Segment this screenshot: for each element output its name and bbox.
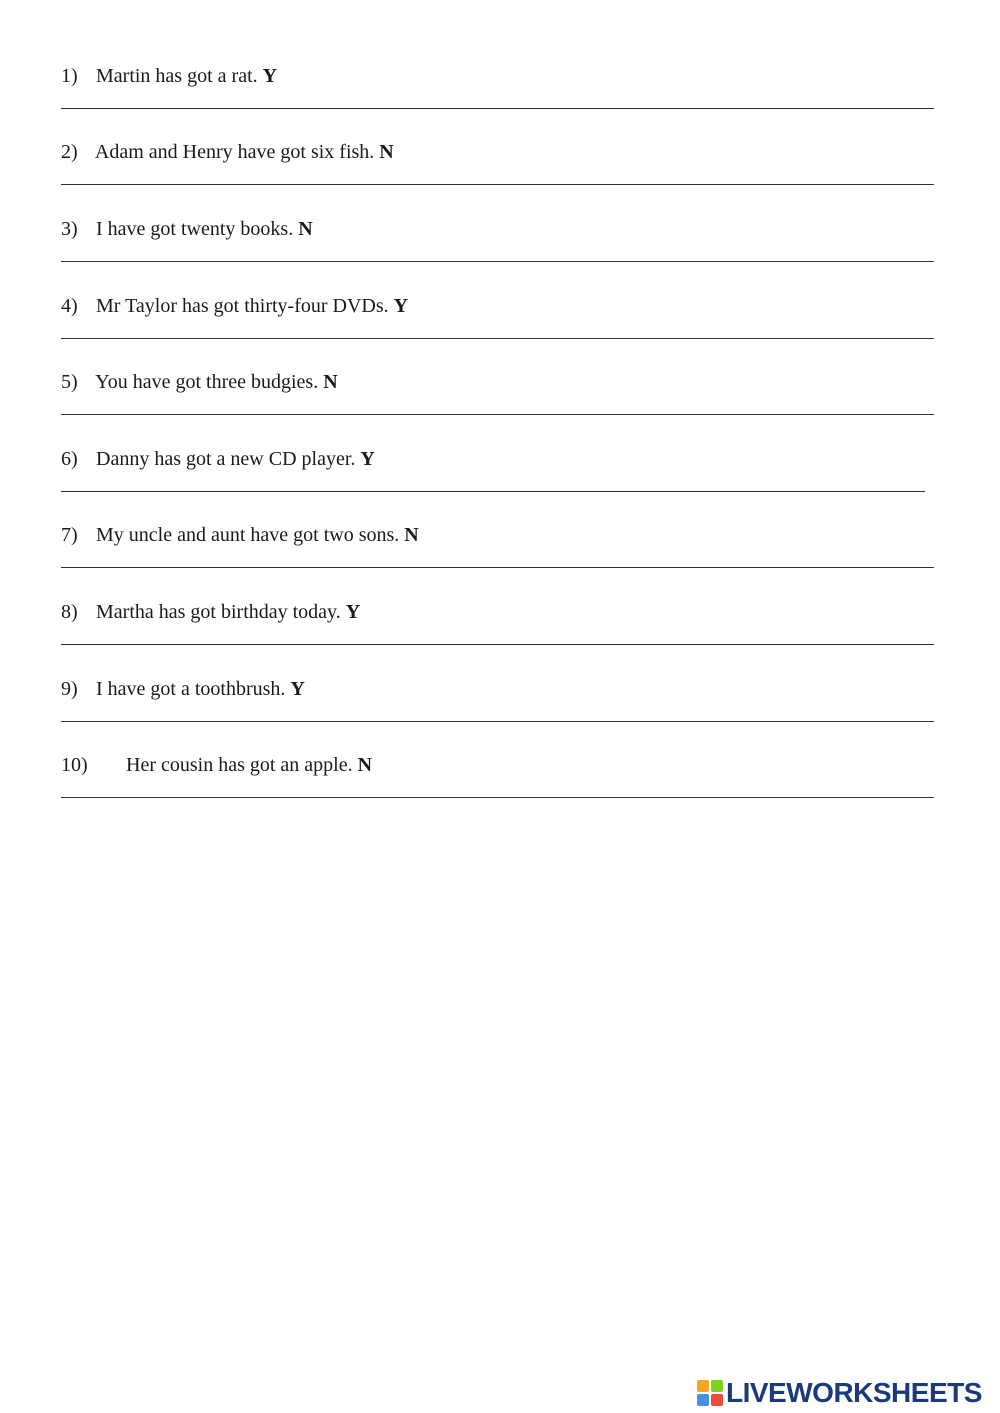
- liveworksheets-brand: [697, 1376, 982, 1410]
- answer-line[interactable]: [61, 338, 934, 339]
- answer-line[interactable]: [61, 184, 934, 185]
- exercise-sentence: [61, 598, 360, 626]
- exercise-item-7: [61, 521, 934, 597]
- exercise-item-2: [61, 138, 934, 214]
- sentence-text: Danny has got a new CD player.: [96, 448, 356, 470]
- logo-square: [711, 1380, 723, 1392]
- answer-line[interactable]: [61, 491, 925, 492]
- exercise-sentence: [61, 675, 305, 703]
- item-number: 4): [61, 295, 78, 317]
- exercise-sentence: [61, 521, 419, 549]
- item-number: 1): [61, 65, 78, 87]
- answer-mark: N: [298, 218, 313, 240]
- exercise-item-1: [61, 62, 934, 138]
- exercise-sentence: [61, 292, 408, 320]
- item-number: 10): [61, 754, 88, 776]
- exercise-sentence: [61, 751, 372, 779]
- exercise-sentence: [61, 62, 277, 90]
- exercise-item-9: [61, 675, 934, 751]
- exercise-item-8: [61, 598, 934, 674]
- answer-line[interactable]: [61, 108, 934, 109]
- brand-name: LIVEWORKSHEETS: [726, 1377, 982, 1408]
- item-number: 3): [61, 218, 78, 240]
- exercise-item-6: [61, 445, 934, 521]
- sentence-text: Mr Taylor has got thirty-four DVDs.: [96, 295, 389, 317]
- exercise-sentence: [61, 138, 394, 166]
- answer-line[interactable]: [61, 797, 934, 798]
- item-number: 9): [61, 678, 78, 700]
- liveworksheets-logo-icon: [697, 1380, 723, 1406]
- item-number: 5): [61, 371, 78, 393]
- answer-mark: N: [379, 141, 394, 163]
- answer-line[interactable]: [61, 567, 934, 568]
- answer-mark: Y: [345, 601, 361, 623]
- sentence-text: I have got a toothbrush.: [96, 678, 286, 700]
- exercise-item-10: [61, 751, 934, 827]
- answer-mark: N: [404, 524, 419, 546]
- exercise-item-4: [61, 292, 934, 368]
- exercise-sentence: [61, 445, 375, 473]
- exercise-sentence: [61, 368, 338, 396]
- exercise-sentence: [61, 215, 313, 243]
- sentence-text: You have got three budgies.: [95, 371, 319, 393]
- sentence-text: Adam and Henry have got six fish.: [94, 141, 375, 163]
- item-number: 6): [61, 448, 78, 470]
- answer-mark: Y: [393, 295, 409, 317]
- item-number: 8): [61, 601, 78, 623]
- answer-mark: Y: [290, 678, 305, 700]
- item-number: 7): [61, 524, 78, 546]
- answer-mark: Y: [360, 448, 375, 470]
- sentence-text: Martin has got a rat.: [96, 65, 258, 87]
- logo-square: [711, 1394, 723, 1406]
- exercise-item-5: [61, 368, 934, 444]
- sentence-text: I have got twenty books.: [96, 218, 294, 240]
- logo-square: [697, 1394, 709, 1406]
- exercise-item-3: [61, 215, 934, 291]
- answer-mark: N: [357, 754, 373, 776]
- sentence-text: Martha has got birthday today.: [96, 601, 341, 623]
- logo-square: [697, 1380, 709, 1392]
- answer-line[interactable]: [61, 261, 934, 262]
- answer-line[interactable]: [61, 414, 934, 415]
- answer-mark: Y: [262, 65, 278, 87]
- sentence-text: My uncle and aunt have got two sons.: [96, 524, 400, 546]
- answer-mark: N: [323, 371, 338, 393]
- answer-line[interactable]: [61, 644, 934, 645]
- sentence-text: Her cousin has got an apple.: [126, 754, 353, 776]
- answer-line[interactable]: [61, 721, 934, 722]
- item-number: 2): [61, 141, 78, 163]
